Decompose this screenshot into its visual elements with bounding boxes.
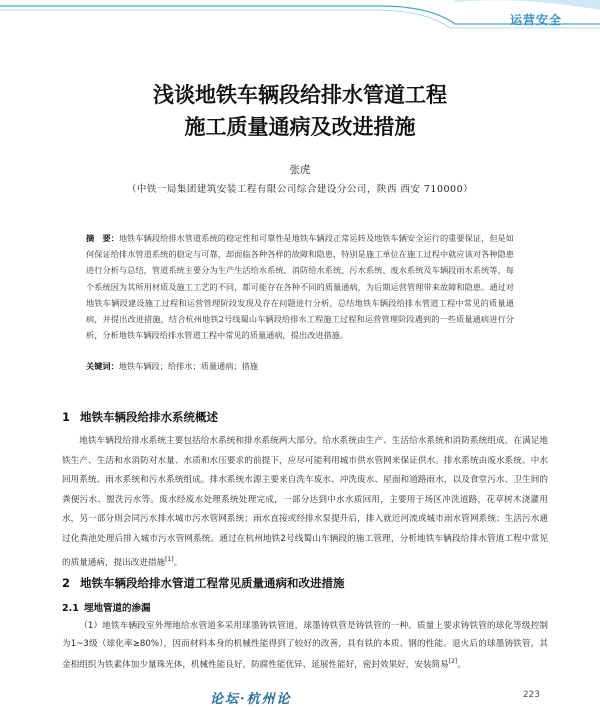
abstract-text: 地铁车辆段给排水管道系统的稳定性和可靠性是地铁车辆段正常运转及地铁车辆安全运行的重要保证，但是如何保证给排水管道系统的稳定与可靠，却面临各种各样的故障和隐患，特别是施工单位在施工过程中就应该对各种隐患进行分析与总结，管道系统主要分为生产生活给水系统、消防给水系统、污水系统、废水系统及车辆段雨水系统等，每个系统因为其所用材质及施工工艺的不同，都可能存在各种不同的质量通病，为后期运营管理带来故障和隐患。通过对地铁车辆段建设施工过程和运营管理阶段发现及存在问题进行分析，总结地铁车辆段给排水管道工程中常见的质量通病，并提出改进措施，结合杭州地铁2号线蜀山车辆段给排水工程施工过程和运营管理阶段遇到的一些质量通病进行分析，分析地铁车辆段给排水管道工程中常见的质量通病，提出改进措施。	[86, 233, 514, 341]
section-1-title: 地铁车辆段给排水系统概述	[80, 410, 218, 424]
article-title-line2: 施工质量通病及改进措施	[184, 115, 416, 139]
abstract-label: 摘 要：	[86, 233, 119, 243]
section-2-title: 地铁车辆段给排水管道工程常见质量通病和改进措施	[80, 576, 345, 590]
section-1-heading	[62, 409, 218, 425]
section-1-text: 地铁车辆段给排水系统主要包括给水系统和排水系统两大部分。给水系统由生产、生活给水系统和消防系统组成。在满足地铁生产、生活和水消防对水量、水质和水压要求的前提下，应尽可能利用城市供水管网来保证供水。排水系统由废水系统、中水回用系统、雨水系统和污水系统组成。排水系统水源主要来自洗车废水、冲洗废水、屋面和道路雨水，以及食堂污水、卫生间的粪便污水、盥洗污水等。废水经废水处理系统处理完成，一部分达到中水水质回用，主要用于场区冲洗道路，花草树木浇灌用水，另一部分则会同污水排水城市污水管网系统；雨水直接或经排水泵提升后，排入就近河流或城市雨水管网系统；生活污水通过化粪池处理后排入城市污水管网系统。通过在杭州地铁2号线蜀山车辆段的施工管理，分析地铁车辆段给排水管道工程中常见的质量通病，提出改进措施	[62, 436, 548, 568]
author-affiliation: （中铁一局集团建筑安装工程有限公司综合建设分公司，陕西 西安 710000）	[126, 184, 474, 195]
reference-mark-2: [2]	[448, 658, 458, 666]
reference-mark-1: [1]	[165, 555, 174, 563]
section-2-1-number: 2.1	[62, 603, 79, 614]
keywords	[86, 359, 514, 373]
article-title-line1: 浅谈地铁车辆段给排水管道工程	[153, 83, 447, 107]
section-2-heading	[62, 575, 345, 591]
section-2-1-title: 埋地管道的渗漏	[84, 603, 151, 614]
section-2-1-text: （1）地铁车辆段室外埋地给水管道多采用球墨铸铁管道，球墨铸铁管是铸铁管的一种。质量上要求铸铁管的球化等级控制为1~3级（球化率≥80%），因而材料本身的机械性能得到了较好的改善，具有铁的本质、钢的性能。退火后的球墨铸铁管，其金相组织为铁素体加少量珠光体，机械性能良好，防腐性能优异、延展性能好，密封效果好，安装简易	[62, 621, 548, 671]
keywords-text: 地铁车辆段；给排水；质量通病；措施	[118, 361, 258, 371]
section-1-paragraph: 地铁车辆段给排水系统主要包括给水系统和排水系统两大部分。给水系统由生产、生活给水系统和消防系统组成。在满足地铁生产、生活和水消防对水量、水质和水压要求的前提下，应尽可能利用城市供水管网来保证供水。排水系统由废水系统、中水回用系统、雨水系统和污水系统组成。排水系统水源主要来自洗车废水、冲洗废水、屋面和道路雨水，以及食堂污水、卫生间的粪便污水、盥洗污水等。废水经废水处理系统处理完成，一部分达到中水水质回用，主要用于场区冲洗道路，花草树木浇灌用水，另一部分则会同污水排水城市污水管网系统；雨水直接或经排水泵提升后，排入就近河流或城市雨水管网系统；生活污水通过化粪池处理后排入城市污水管网系统。通过在杭州地铁2号线蜀山车辆段的施工管理，分析地铁车辆段给排水管道工程中常见的质量通病，提出改进措施[1]。	[62, 436, 548, 568]
section-1-number: 1	[62, 410, 71, 424]
keywords-label: 关键词：	[86, 361, 119, 371]
section-2-number: 2	[62, 576, 71, 590]
page-number: 223	[522, 690, 540, 700]
section-2-1-heading	[62, 600, 151, 614]
abstract	[86, 230, 514, 343]
author-name: 张虎	[289, 164, 311, 176]
section-2-1-paragraph: （1）地铁车辆段室外埋地给水管道多采用球墨铸铁管道，球墨铸铁管是铸铁管的一种。质量上要求铸铁管的球化等级控制为1~3级（球化率≥80%），因而材料本身的机械性能得到了较好的改善，具有铁的本质、钢的性能。退火后的球墨铸铁管，其金相组织为铁素体加少量珠光体，机械性能良好，防腐性能优异、延展性能好，密封效果好，安装简易[2]。	[62, 621, 548, 671]
header-band	[0, 0, 600, 40]
journal-logo: 论坛·杭州论	[210, 692, 292, 707]
section-tag: 运营安全	[509, 13, 562, 27]
